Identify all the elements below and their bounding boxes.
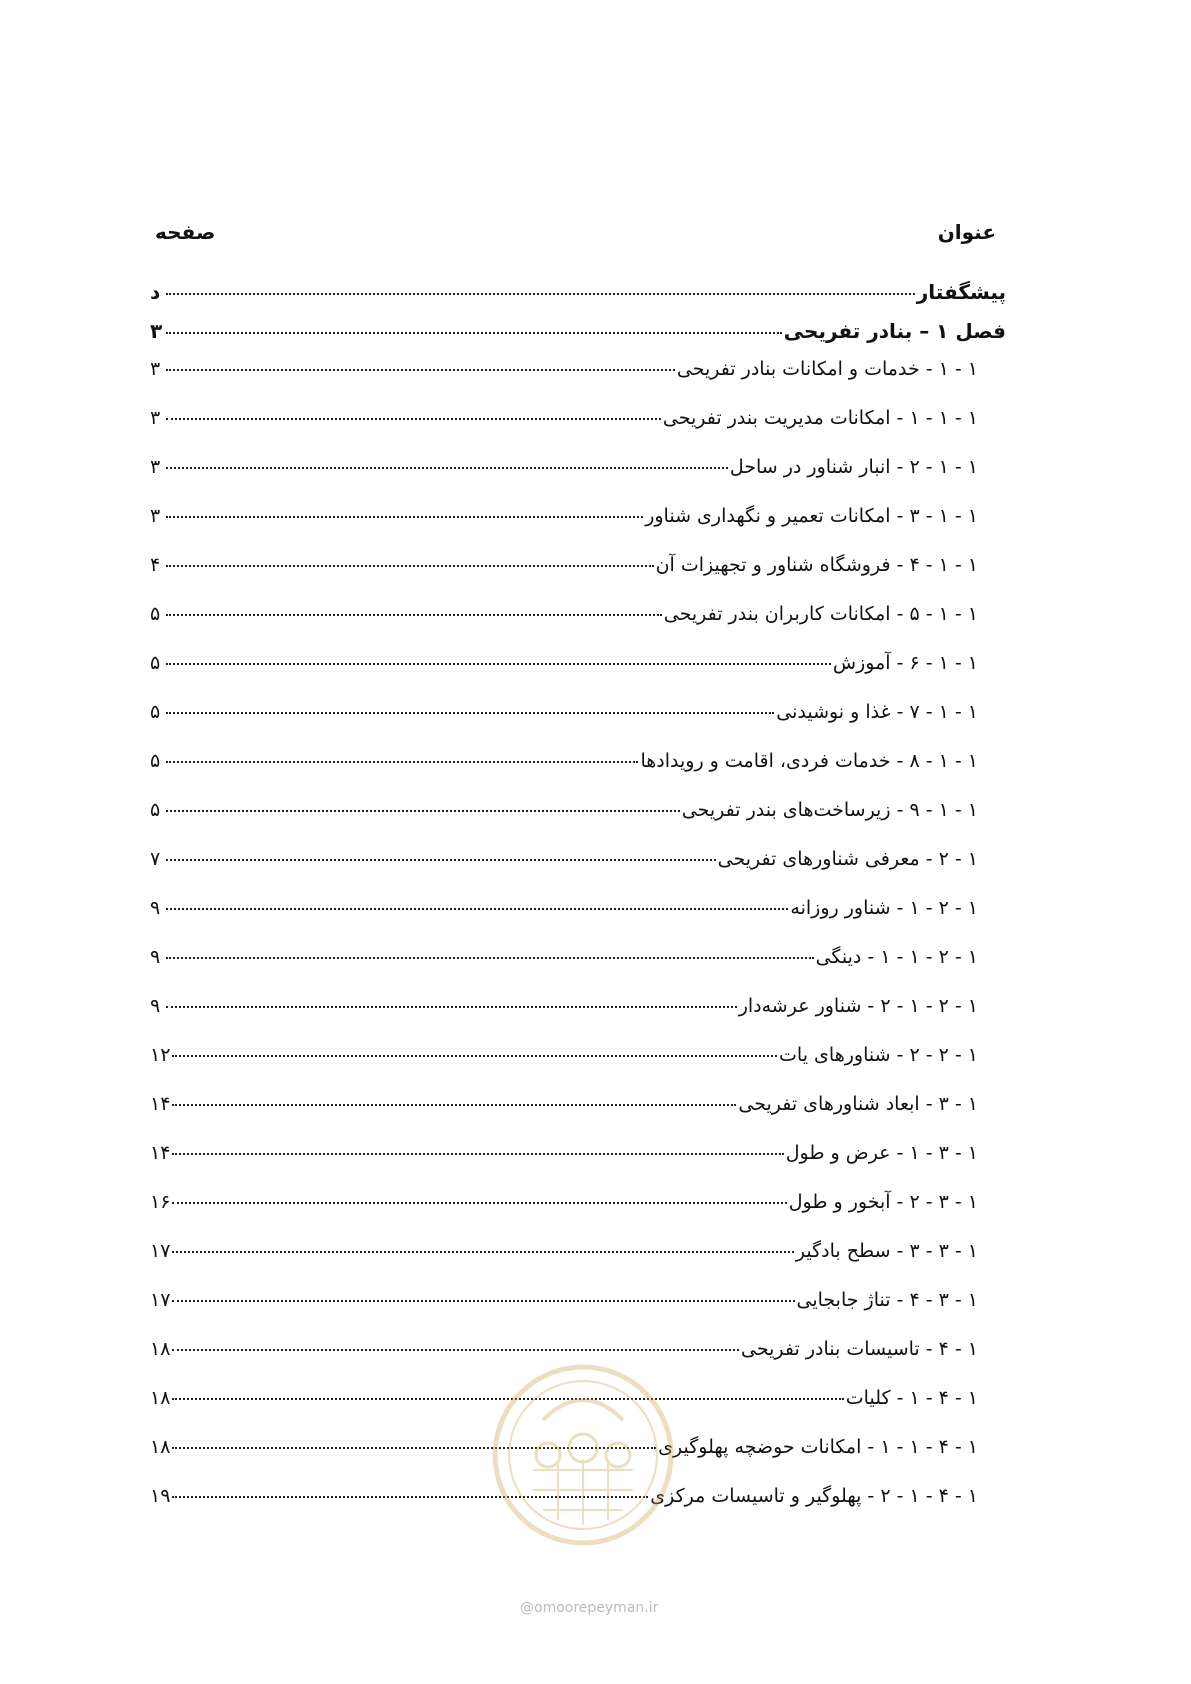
toc-entry-label: ۱ - ۱ - ۷ - غذا و نوشیدنی xyxy=(776,701,978,723)
toc-entry-page: ۳ xyxy=(150,319,163,343)
dot-leader xyxy=(166,712,774,714)
dot-leader xyxy=(172,1055,777,1057)
toc-entry[interactable] xyxy=(150,652,1006,701)
toc-entry[interactable] xyxy=(150,456,1006,505)
toc-title-heading: عنوان xyxy=(937,220,996,244)
dot-leader xyxy=(166,908,788,910)
dot-leader xyxy=(166,1006,737,1008)
toc-entry-label: ۱ - ۱ - ۲ - انبار شناور در ساحل xyxy=(729,456,978,478)
toc-entry-page: ۱۲ xyxy=(150,1044,171,1066)
toc-entry-label: پیشگفتار xyxy=(916,280,1006,304)
toc-entry-page: ۹ xyxy=(150,897,161,919)
toc-entry[interactable] xyxy=(150,799,1006,848)
dot-leader xyxy=(172,1300,794,1302)
toc-page-heading: صفحه xyxy=(155,220,216,244)
toc-entry-page: ۳ xyxy=(150,358,161,380)
toc-entry[interactable] xyxy=(150,554,1006,603)
toc-entry-page: ۳ xyxy=(150,407,161,429)
dot-leader xyxy=(166,418,661,420)
toc-entry[interactable] xyxy=(150,1044,1006,1093)
toc-entry-page: ۱۷ xyxy=(150,1289,171,1311)
toc-entry-label: فصل ۱ – بنادر تفریحی xyxy=(783,319,1006,343)
toc-entry-label: ۱ - ۲ - ۱ - ۱ - دینگی xyxy=(815,946,978,968)
toc-entry[interactable] xyxy=(150,1191,1006,1240)
dot-leader xyxy=(166,467,728,469)
dot-leader xyxy=(166,332,782,334)
toc-entry[interactable] xyxy=(150,358,1006,407)
toc-entry-page: ۱۴ xyxy=(150,1142,171,1164)
toc-entry[interactable] xyxy=(150,848,1006,897)
toc-entry-page: ۵ xyxy=(150,799,161,821)
dot-leader xyxy=(166,516,643,518)
toc-entry-label: ۱ - ۴ - تاسیسات بنادر تفریحی xyxy=(741,1338,978,1360)
toc-entry-label: ۱ - ۲ - ۱ - شناور روزانه xyxy=(790,897,978,919)
toc-entry-page: ۵ xyxy=(150,652,161,674)
toc-entry[interactable] xyxy=(150,1093,1006,1142)
dot-leader xyxy=(166,810,680,812)
toc-entry-page: ۴ xyxy=(150,554,161,576)
toc-entry[interactable] xyxy=(150,897,1006,946)
toc-entry-label: ۱ - ۱ - ۱ - امکانات مدیریت بندر تفریحی xyxy=(662,407,978,429)
table-of-contents xyxy=(150,280,1006,1534)
toc-entry[interactable] xyxy=(150,1142,1006,1191)
toc-entry-label: ۱ - ۴ - ۱ - ۱ - امکانات حوضچه پهلوگیری xyxy=(658,1436,978,1458)
dot-leader xyxy=(172,1153,783,1155)
toc-entry-page: ۱۸ xyxy=(150,1436,171,1458)
toc-entry-label: ۱ - ۴ - ۱ - ۲ - پهلوگیر و تاسیسات مرکزی xyxy=(650,1485,978,1507)
toc-entry-label: ۱ - ۴ - ۱ - کلیات xyxy=(845,1387,978,1409)
toc-entry-page: ۳ xyxy=(150,456,161,478)
toc-entry-label: ۱ - ۳ - ۴ - تناژ جابجایی xyxy=(796,1289,978,1311)
toc-entry-page: ۹ xyxy=(150,946,161,968)
toc-entry[interactable] xyxy=(150,407,1006,456)
toc-entry-label: ۱ - ۳ - ۳ - سطح بادگیر xyxy=(795,1240,978,1262)
dot-leader xyxy=(166,614,662,616)
toc-entry-page: د xyxy=(150,280,161,304)
dot-leader xyxy=(166,565,654,567)
toc-entry-label: ۱ - ۱ - ۴ - فروشگاه شناور و تجهیزات آن xyxy=(655,554,978,576)
toc-entry[interactable] xyxy=(150,1240,1006,1289)
toc-entry[interactable] xyxy=(150,750,1006,799)
toc-entry[interactable] xyxy=(150,701,1006,750)
toc-entry-page: ۷ xyxy=(150,848,161,870)
dot-leader xyxy=(172,1251,794,1253)
toc-entry-page: ۱۴ xyxy=(150,1093,171,1115)
dot-leader xyxy=(172,1104,736,1106)
toc-entry-page: ۵ xyxy=(150,750,161,772)
toc-entry[interactable] xyxy=(150,280,1006,319)
toc-entry[interactable] xyxy=(150,319,1006,358)
toc-entry-page: ۱۸ xyxy=(150,1338,171,1360)
toc-entry-label: ۱ - ۳ - ۲ - آبخور و طول xyxy=(788,1191,978,1213)
toc-entry[interactable] xyxy=(150,1289,1006,1338)
toc-entry[interactable] xyxy=(150,995,1006,1044)
toc-entry-page: ۱۹ xyxy=(150,1485,171,1507)
dot-leader xyxy=(166,293,915,295)
toc-entry-label: ۱ - ۲ - ۲ - شناورهای یات xyxy=(779,1044,978,1066)
toc-entry-label: ۱ - ۱ - ۵ - امکانات کاربران بندر تفریحی xyxy=(663,603,978,625)
dot-leader xyxy=(166,957,814,959)
toc-entry-label: ۱ - ۱ - ۶ - آموزش xyxy=(832,652,978,674)
watermark-seal-icon xyxy=(488,1360,678,1550)
toc-entry-page: ۵ xyxy=(150,701,161,723)
toc-entry-page: ۱۷ xyxy=(150,1240,171,1262)
toc-entry-label: ۱ - ۱ - ۳ - امکانات تعمیر و نگهداری شناور xyxy=(645,505,978,527)
toc-entry-label: ۱ - ۳ - ابعاد شناورهای تفریحی xyxy=(738,1093,978,1115)
toc-entry-page: ۵ xyxy=(150,603,161,625)
toc-entry-page: ۱۸ xyxy=(150,1387,171,1409)
dot-leader xyxy=(172,1349,739,1351)
dot-leader xyxy=(166,761,638,763)
toc-entry-label: ۱ - ۲ - ۱ - ۲ - شناور عرشه‌دار xyxy=(738,995,978,1017)
dot-leader xyxy=(166,663,831,665)
toc-entry[interactable] xyxy=(150,946,1006,995)
dot-leader xyxy=(166,859,716,861)
toc-entry-page: ۱۶ xyxy=(150,1191,171,1213)
toc-entry-label: ۱ - ۲ - معرفی شناورهای تفریحی xyxy=(717,848,978,870)
watermark-url: @omoorepeyman.ir xyxy=(520,1600,659,1616)
dot-leader xyxy=(172,1202,786,1204)
toc-entry[interactable] xyxy=(150,505,1006,554)
toc-entry-label: ۱ - ۱ - خدمات و امکانات بنادر تفریحی xyxy=(676,358,978,380)
toc-entry-label: ۱ - ۳ - ۱ - عرض و طول xyxy=(785,1142,978,1164)
dot-leader xyxy=(166,369,675,371)
toc-entry-page: ۹ xyxy=(150,995,161,1017)
toc-entry-label: ۱ - ۱ - ۸ - خدمات فردی، اقامت و رویدادها xyxy=(640,750,978,772)
toc-entry[interactable] xyxy=(150,603,1006,652)
toc-entry-page: ۳ xyxy=(150,505,161,527)
toc-entry-label: ۱ - ۱ - ۹ - زیرساخت‌های بندر تفریحی xyxy=(681,799,978,821)
